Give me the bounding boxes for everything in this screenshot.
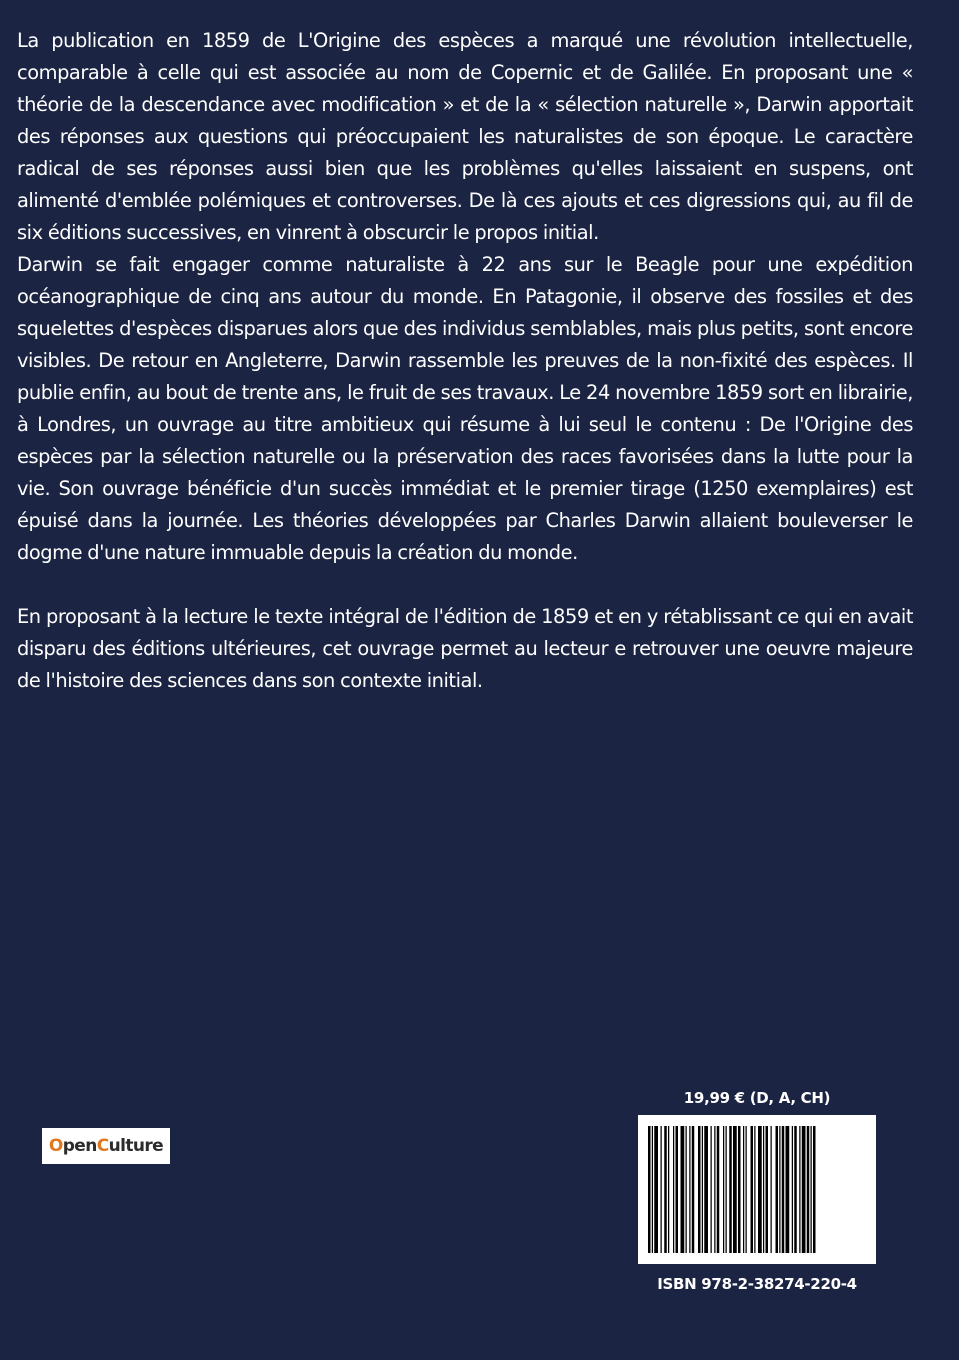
barcode-bar — [813, 1126, 816, 1253]
isbn-label: ISBN 978-2-38274-220-4 — [657, 1275, 857, 1293]
barcode-bar — [681, 1126, 685, 1253]
barcode-bar — [698, 1126, 701, 1253]
barcode-bar — [799, 1126, 800, 1253]
barcode-bar — [792, 1126, 793, 1253]
barcode-bar — [686, 1126, 687, 1253]
price-label: 19,99 € (D, A, CH) — [683, 1089, 831, 1107]
barcode-bar — [811, 1126, 812, 1253]
publisher-logo — [42, 1128, 170, 1164]
barcode-bar — [782, 1126, 785, 1253]
barcode-bar — [746, 1126, 747, 1253]
barcode-bar — [692, 1126, 695, 1253]
barcode-bar — [704, 1126, 708, 1253]
barcode-bar — [763, 1126, 764, 1253]
logo-letter-c: C — [96, 1136, 109, 1156]
barcode-bar — [648, 1126, 651, 1253]
barcode — [638, 1115, 876, 1264]
barcode-bar — [689, 1126, 690, 1253]
barcode-bar — [802, 1126, 806, 1253]
barcode-bar — [711, 1126, 712, 1253]
barcode-bars — [648, 1126, 866, 1253]
logo-text-pen: pen — [62, 1136, 97, 1156]
barcode-bar — [676, 1126, 679, 1253]
barcode-bar — [654, 1126, 658, 1253]
barcode-bar — [738, 1126, 741, 1253]
barcode-bar — [668, 1126, 669, 1253]
barcode-bar — [754, 1126, 755, 1253]
barcode-bar — [652, 1126, 653, 1253]
barcode-bar — [776, 1126, 779, 1253]
barcode-bar — [758, 1126, 762, 1253]
barcode-bar — [714, 1126, 715, 1253]
barcode-bar — [726, 1126, 727, 1253]
blurb-paragraph-3: En proposant à la lecture le texte intégral de l'édition de 1859 et en y rétablissant ce qui en avait disparu des éditions ultérieures, cet ouvrage permet au lecteur e retrouver une oeuvre majeure de l'histoire des sciences dans son contexte initial. — [17, 605, 913, 692]
blurb-paragraph-2: Darwin se fait engager comme naturaliste à 22 ans sur le Beagle pour une expédition océanographique de cinq ans autour du monde. En Patagonie, il observe des fossiles et des squelettes d'espèces disparues alors que des individus semblables, mais plus petits, sont encore visibles. De retour en Angleterre, Darwin rassemble les preuves de la non-fixité des espèces. Il publie enfin, au bout de trente ans, le fruit de ses travaux. Le 24 novembre 1859 sort en librairie, à Londres, un ouvrage au titre ambitieux qui résume à lui seul le contenu : De l'Origine des espèces par la sélection naturelle ou la préservation des races favorisées dans la lutte pour la vie. Son ouvrage bénéficie d'un succès immédiat et le premier tirage (1250 exemplaires) est épuisé dans la journée. Les théories développées par Charles Darwin allaient bouleverser le dogme d'une nature immuable depuis la création du monde. — [17, 253, 913, 564]
barcode-bar — [743, 1126, 744, 1253]
barcode-bar — [673, 1126, 674, 1253]
barcode-bar — [766, 1126, 769, 1253]
barcode-bar — [723, 1126, 724, 1253]
barcode-bar — [661, 1126, 662, 1253]
barcode-bar — [733, 1126, 737, 1253]
barcode-bar — [702, 1126, 703, 1253]
barcode-bar — [729, 1126, 732, 1253]
back-cover-blurb — [17, 25, 913, 697]
barcode-bar — [786, 1126, 790, 1253]
barcode-bar — [664, 1126, 667, 1253]
barcode-bar — [794, 1126, 797, 1253]
barcode-bar — [717, 1126, 720, 1253]
logo-text-ulture: ulture — [108, 1136, 164, 1156]
barcode-bar — [771, 1126, 772, 1253]
logo-letter-o: O — [48, 1136, 63, 1156]
barcode-bar — [779, 1126, 780, 1253]
barcode-bar — [751, 1126, 754, 1253]
blurb-paragraph-1: La publication en 1859 de L'Origine des espèces a marqué une révolution intellectuelle, comparable à celle qui est associée au nom de Copernic et de Galilée. En proposant une « théorie de la descendance avec modification » et de la « sélection naturelle », Darwin apportait des réponses aux questions qui préoccupaient les naturalistes de son époque. Le caractère radical de ses réponses aussi bien que les problèmes qu'elles laissaient en suspens, ont alimenté d'emblée polémiques et controverses. De là ces ajouts et ces digressions qui, au fil de six éditions successives, en vinrent à obscurcir le propos initial. — [17, 29, 913, 244]
barcode-bar — [807, 1126, 810, 1253]
